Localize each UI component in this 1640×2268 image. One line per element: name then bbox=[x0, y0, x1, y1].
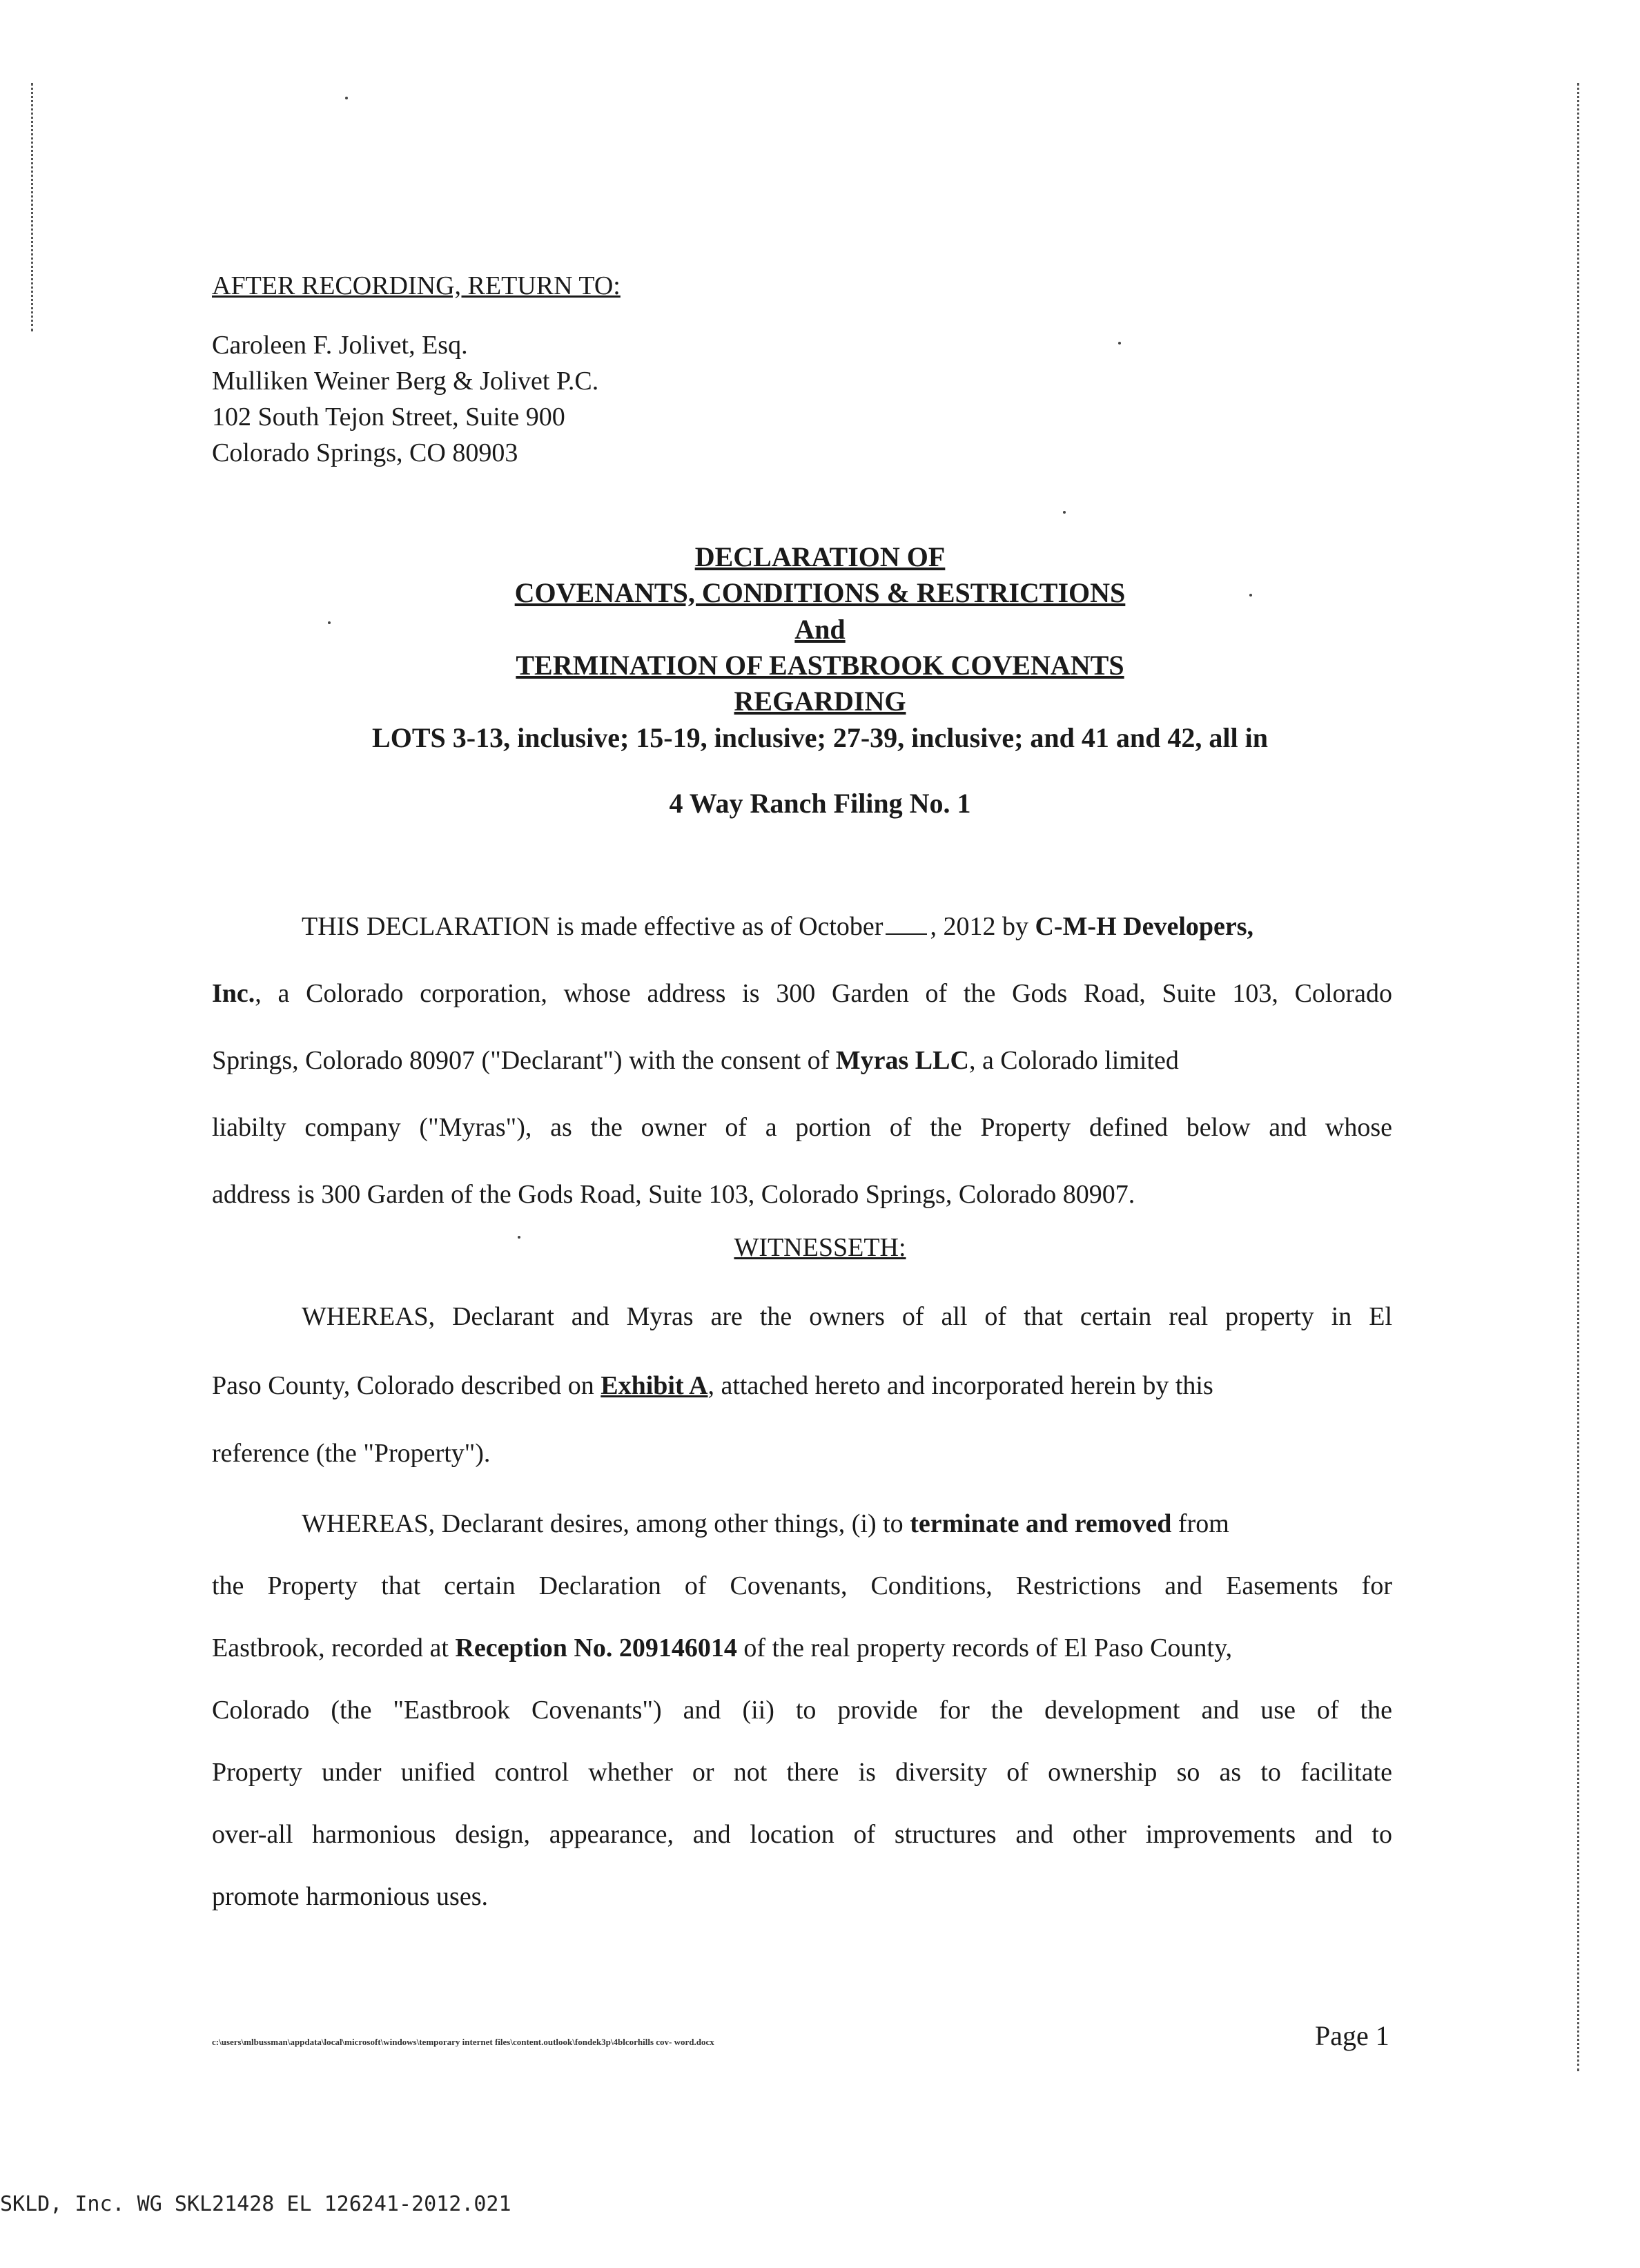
intro-paragraph-line: liabilty company ("Myras"), as the owner of a portion of the Property defined below and whose bbox=[212, 1113, 1392, 1142]
whereas-text: Eastbrook, recorded at bbox=[212, 1634, 449, 1663]
return-address-line: 102 South Tejon Street, Suite 900 bbox=[212, 403, 565, 432]
date-blank bbox=[886, 933, 927, 935]
whereas-text: of the real property records of El Paso County, bbox=[743, 1634, 1233, 1663]
consent-party-name: Myras LLC bbox=[835, 1046, 969, 1075]
scan-speck bbox=[1118, 342, 1121, 345]
document-title: COVENANTS, CONDITIONS & RESTRICTIONS bbox=[514, 577, 1126, 608]
return-address-line: Mulliken Weiner Berg & Jolivet P.C. bbox=[212, 367, 599, 396]
intro-paragraph-line: address is 300 Garden of the Gods Road, Suite 103, Colorado Springs, Colorado 80907. bbox=[212, 1180, 1135, 1209]
declarant-name: C-M-H Developers, bbox=[1035, 912, 1254, 941]
intro-text: , 2012 by bbox=[930, 912, 1028, 941]
whereas-line: Property under unified control whether or not there is diversity of ownership so as to facilitate bbox=[212, 1758, 1392, 1787]
return-address-line: Colorado Springs, CO 80903 bbox=[212, 438, 518, 467]
whereas-line: promote harmonious uses. bbox=[212, 1882, 489, 1911]
witnesseth-heading: WITNESSETH: bbox=[734, 1233, 906, 1262]
declarant-name: Inc. bbox=[212, 979, 255, 1008]
intro-paragraph-line bbox=[212, 1045, 1392, 1076]
return-heading: AFTER RECORDING, RETURN TO: bbox=[212, 271, 621, 300]
document-title: And bbox=[794, 614, 846, 645]
whereas-line: WHEREAS, Declarant and Myras are the owners of all of that certain real property in El bbox=[302, 1302, 1392, 1331]
whereas-text: from bbox=[1178, 1509, 1229, 1538]
right-margin-scan-line bbox=[1577, 83, 1579, 2071]
intro-paragraph-line bbox=[302, 911, 1392, 942]
document-title: TERMINATION OF EASTBROOK COVENANTS bbox=[516, 650, 1124, 681]
document-title: REGARDING bbox=[734, 686, 906, 717]
whereas-line bbox=[212, 1370, 1392, 1401]
intro-text: THIS DECLARATION is made effective as of October bbox=[302, 912, 884, 941]
intro-text: , a Colorado limited bbox=[968, 1046, 1179, 1075]
recording-stamp: SKLD, Inc. WG SKL21428 EL 126241-2012.021 bbox=[0, 2192, 511, 2216]
scan-speck bbox=[1063, 511, 1066, 514]
document-title: DECLARATION OF bbox=[694, 541, 946, 572]
document-subtitle: LOTS 3-13, inclusive; 15-19, inclusive; 27-39, inclusive; and 41 and 42, all in bbox=[372, 722, 1268, 753]
whereas-text: WHEREAS, Declarant desires, among other things, (i) to bbox=[302, 1509, 904, 1538]
whereas-line: Colorado (the "Eastbrook Covenants") and (ii) to provide for the development and use of the bbox=[212, 1696, 1392, 1725]
reception-number: Reception No. 209146014 bbox=[455, 1634, 737, 1663]
whereas-text: , attached hereto and incorporated herein by this bbox=[707, 1371, 1213, 1400]
scan-speck bbox=[345, 97, 348, 99]
page-number: Page 1 bbox=[1315, 2020, 1389, 2051]
whereas-line: over-all harmonious design, appearance, and location of structures and other improvements and to bbox=[212, 1820, 1392, 1849]
intro-paragraph-line bbox=[212, 978, 1392, 1009]
whereas-emphasis: terminate and removed bbox=[910, 1509, 1172, 1538]
whereas-line: reference (the "Property"). bbox=[212, 1439, 491, 1468]
exhibit-reference: Exhibit A bbox=[601, 1371, 708, 1400]
left-margin-scan-line bbox=[31, 83, 33, 331]
intro-text: Springs, Colorado 80907 ("Declarant") with the consent of bbox=[212, 1046, 830, 1075]
document-subtitle: 4 Way Ranch Filing No. 1 bbox=[669, 788, 971, 819]
return-address-line: Caroleen F. Jolivet, Esq. bbox=[212, 331, 468, 360]
whereas-line: the Property that certain Declaration of Covenants, Conditions, Restrictions and Easements for bbox=[212, 1571, 1392, 1600]
intro-text: , a Colorado corporation, whose address is 300 Garden of the Gods Road, Suite 103, Colorado bbox=[255, 979, 1392, 1008]
file-path-footer: c:\users\mlbussman\appdata\local\microsoft\windows\temporary internet files\content.outlook\fondek3p\4blcorhills cov- word.docx bbox=[212, 2037, 714, 2047]
whereas-text: Paso County, Colorado described on bbox=[212, 1371, 594, 1400]
whereas-line bbox=[212, 1633, 1392, 1663]
whereas-line bbox=[302, 1509, 1392, 1539]
